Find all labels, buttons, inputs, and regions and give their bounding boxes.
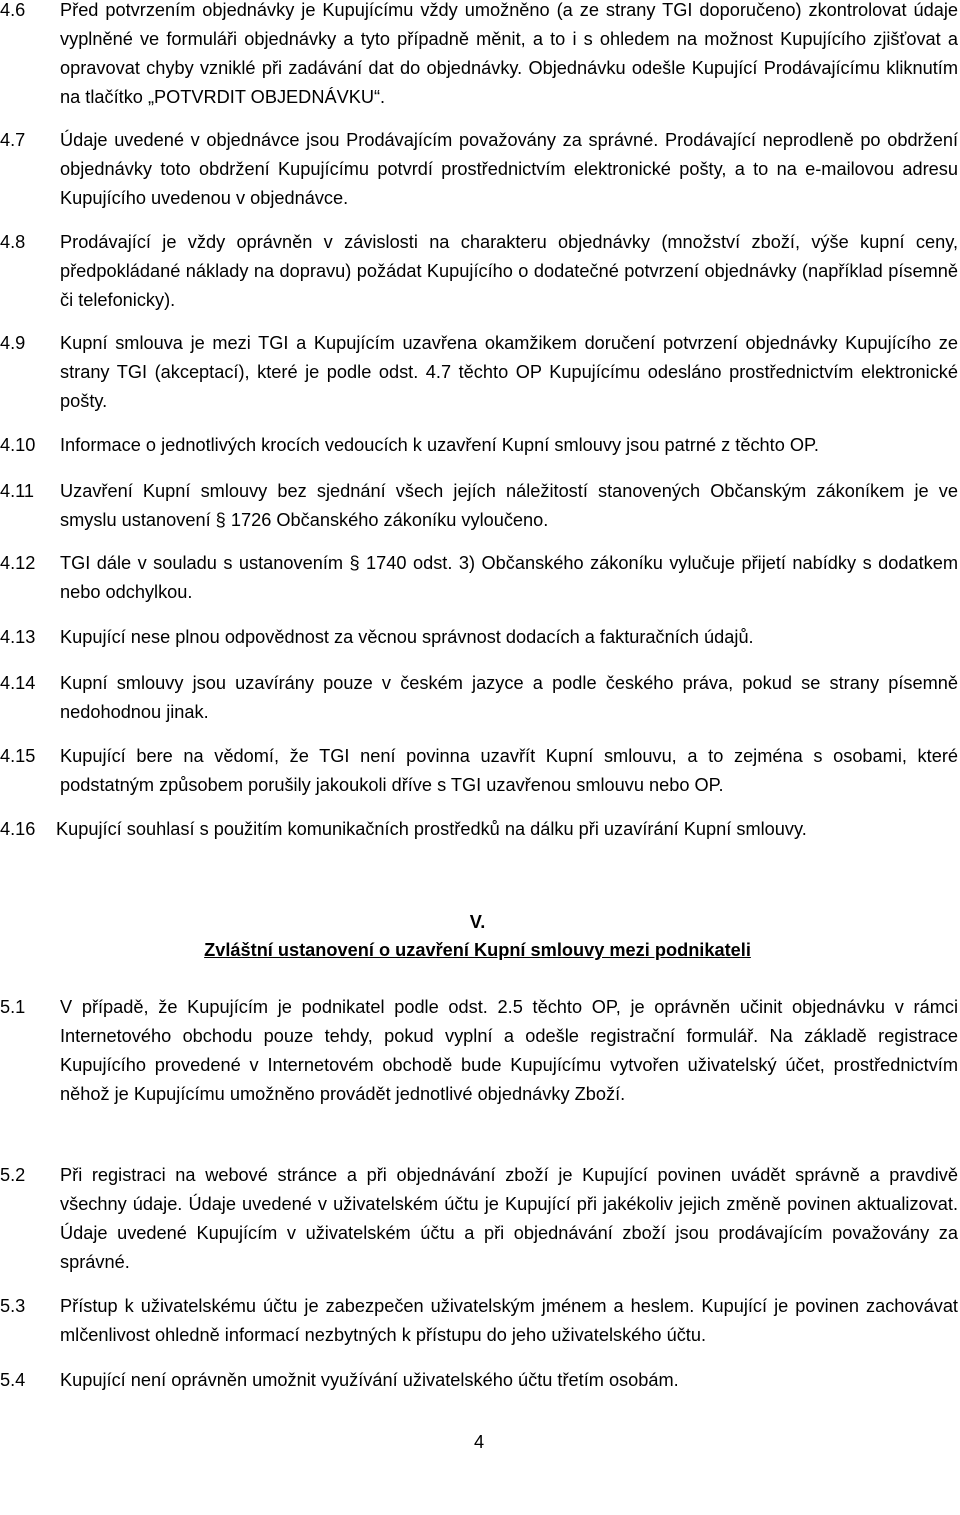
- clause-number: 4.15: [0, 746, 36, 766]
- clause-number: 5.4: [0, 1370, 26, 1390]
- clause-number: 4.13: [0, 627, 36, 647]
- clause-number: 4.11: [0, 481, 35, 501]
- clause-text: Údaje uvedené v objednávce jsou Prodávajícím považovány za správné. Prodávající neprodleně po obdržení objednávky toto obdržení Kupujícímu potvrdí prostřednictvím elektronické pošty, a to na e-mailovou adresu Kupujícího uvedenou v objednávce.: [60, 130, 958, 208]
- clause-4-13: [0, 623, 958, 652]
- clause-number: 4.14: [0, 673, 36, 693]
- clause-number: 5.2: [0, 1165, 26, 1185]
- page-number: 4: [473, 1432, 485, 1452]
- clause-number: 5.1: [0, 997, 26, 1017]
- clause-4-6: [0, 0, 958, 112]
- clause-text: Přístup k uživatelskému účtu je zabezpečen uživatelským jménem a heslem. Kupující je povinen zachovávat mlčenlivost ohledně informací nezbytných k přístupu do jeho uživatelského účtu.: [60, 1296, 958, 1345]
- clause-text: Uzavření Kupní smlouvy bez sjednání všech jejích náležitostí stanovených Občanským zákoníkem je ve smyslu ustanovení § 1726 Občanského zákoníku vyloučeno.: [60, 481, 958, 530]
- clause-text: TGI dále v souladu s ustanovením § 1740 odst. 3) Občanského zákoníku vylučuje přijetí nabídky s dodatkem nebo odchylkou.: [60, 553, 958, 602]
- clause-4-14: [0, 669, 958, 727]
- clause-4-8: [0, 228, 958, 315]
- clause-number: 4.10: [0, 435, 36, 455]
- clause-4-10: [0, 431, 958, 460]
- clause-text: Před potvrzením objednávky je Kupujícímu vždy umožněno (a ze strany TGI doporučeno) zkontrolovat údaje vyplněné ve formuláři objednávky a tyto případně měnit, a to i s ohledem na možnost Kupujícího zjišťovat a opravovat chyby vzniklé při zadávání dat do objednávky. Objednávku odešle Kupující Prodávajícímu kliknutím na tlačítko „POTVRDIT OBJEDNÁVKU“.: [60, 0, 958, 107]
- clause-4-16: [0, 815, 958, 844]
- clause-number: 4.16: [0, 819, 36, 839]
- clause-text: Prodávající je vždy oprávněn v závislosti na charakteru objednávky (množství zboží, výše kupní ceny, předpokládané náklady na dopravu) požádat Kupujícího o dodatečné potvrzení objednávky (například písemně či telefonicky).: [60, 232, 958, 310]
- clause-text: Kupující není oprávněn umožnit využívání uživatelského účtu třetím osobám.: [60, 1370, 679, 1390]
- clause-5-4: [0, 1366, 958, 1395]
- clause-number: 4.9: [0, 333, 26, 353]
- clause-number: 4.7: [0, 130, 26, 150]
- clause-number: 4.12: [0, 553, 36, 573]
- clause-number: 5.3: [0, 1296, 26, 1316]
- clause-text: Při registraci na webové stránce a při objednávání zboží je Kupující povinen uvádět správně a pravdivě všechny údaje. Údaje uvedené v uživatelském účtu je Kupující při jakékoliv jejich změně povinen aktualizovat. Údaje uvedené Kupujícím v uživatelském účtu a při objednávání zboží jsou prodávajícím považovány za správné.: [60, 1165, 958, 1272]
- clause-text: Kupní smlouva je mezi TGI a Kupujícím uzavřena okamžikem doručení potvrzení objednávky Kupujícího ze strany TGI (akceptací), které je podle odst. 4.7 těchto OP Kupujícímu odesláno prostřednictvím elektronické pošty.: [60, 333, 958, 411]
- clause-text: Kupní smlouvy jsou uzavírány pouze v českém jazyce a podle českého práva, pokud se strany písemně nedohodnou jinak.: [60, 673, 958, 722]
- clause-text: Kupující nese plnou odpovědnost za věcnou správnost dodacích a fakturačních údajů.: [60, 627, 754, 647]
- clause-4-12: [0, 549, 958, 607]
- clause-text: V případě, že Kupujícím je podnikatel podle odst. 2.5 těchto OP, je oprávněn učinit objednávku v rámci Internetového obchodu pouze tehdy, pokud vyplní a odešle registrační formulář. Na základě registrace Kupujícího provedené v Internetovém obchodě bude Kupujícímu vytvořen uživatelský účet, prostřednictvím něhož je Kupujícímu umožněno provádět jednotlivé objednávky Zboží.: [60, 997, 958, 1104]
- section-title: Zvláštní ustanovení o uzavření Kupní smlouvy mezi podnikateli: [204, 940, 751, 960]
- clause-number: 4.6: [0, 0, 26, 20]
- clause-number: 4.8: [0, 232, 26, 252]
- clause-4-9: [0, 329, 958, 416]
- clause-5-1: [0, 993, 958, 1109]
- clause-4-11: [0, 477, 958, 535]
- clause-text: Informace o jednotlivých krocích vedoucích k uzavření Kupní smlouvy jsou patrné z těchto OP.: [60, 435, 819, 455]
- section-number: V.: [469, 912, 486, 932]
- clause-4-7: [0, 126, 958, 213]
- clause-5-2: [0, 1161, 958, 1277]
- clause-4-15: [0, 742, 958, 800]
- clause-text: Kupující souhlasí s použitím komunikačních prostředků na dálku při uzavírání Kupní smlouvy.: [56, 819, 807, 839]
- clause-5-3: [0, 1292, 958, 1350]
- clause-text: Kupující bere na vědomí, že TGI není povinna uzavřít Kupní smlouvu, a to zejména s osobami, které podstatným způsobem porušily jakoukoli dříve s TGI uzavřenou smlouvu nebo OP.: [60, 746, 958, 795]
